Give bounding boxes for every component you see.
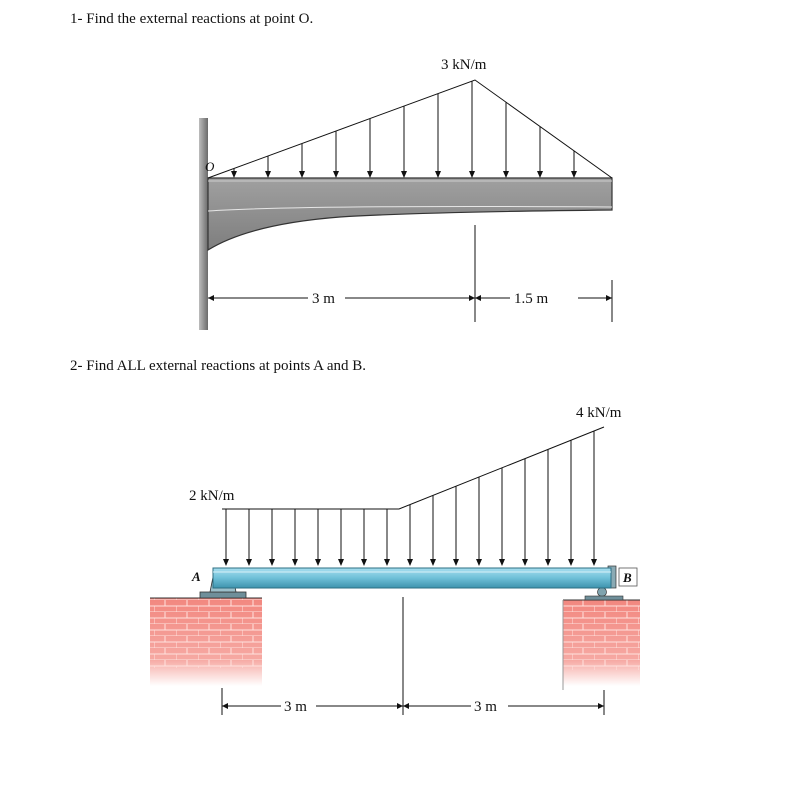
load-envelope-1: [208, 80, 612, 178]
point-b-label-box: [619, 568, 637, 586]
fixed-wall: [199, 118, 208, 330]
load-arrow-2-head: [269, 559, 275, 566]
simply-supported-diagram: [150, 405, 640, 715]
left-brick-support: [150, 598, 262, 686]
load-arrow-1-head: [231, 171, 237, 178]
load-arrow-2-head: [361, 559, 367, 566]
load-arrow-2-head: [407, 559, 413, 566]
load-label-2-left: 2 kN/m: [189, 488, 235, 504]
load-arrow-1-head: [537, 171, 543, 178]
load-arrow-1-head: [299, 171, 305, 178]
distributed-load-arrows-2: [223, 431, 597, 566]
load-arrow-2-head: [453, 559, 459, 566]
load-arrow-2-head: [522, 559, 528, 566]
load-arrow-1-head: [469, 171, 475, 178]
load-arrow-1-head: [503, 171, 509, 178]
load-label-2-right: 4 kN/m: [576, 405, 622, 421]
question-1: 1- Find the external reactions at point O.: [70, 11, 314, 27]
cantilever-diagram: [199, 57, 612, 330]
load-arrow-2-head: [568, 559, 574, 566]
right-brick-support: [563, 600, 640, 690]
load-arrow-2-head: [591, 559, 597, 566]
load-arrow-1-head: [265, 171, 271, 178]
load-arrow-1-head: [401, 171, 407, 178]
point-a-label: A: [192, 569, 201, 584]
load-arrow-1-head: [367, 171, 373, 178]
load-envelope-2: [222, 427, 604, 509]
dimension-label-3m-2a: 3 m: [284, 699, 307, 715]
load-arrow-1-head: [571, 171, 577, 178]
dimension-label-3m-2b: 3 m: [474, 699, 497, 715]
load-arrow-2-head: [430, 559, 436, 566]
load-arrow-2-head: [223, 559, 229, 566]
load-arrow-2-head: [246, 559, 252, 566]
load-arrow-1-head: [333, 171, 339, 178]
load-arrow-2-head: [315, 559, 321, 566]
point-o-label: O: [205, 159, 215, 174]
load-arrow-2-head: [499, 559, 505, 566]
dimension-label-1-5m: 1.5 m: [514, 291, 549, 307]
simply-supported-beam: [213, 568, 611, 588]
load-arrow-2-head: [292, 559, 298, 566]
dimension-label-3m-1: 3 m: [312, 291, 335, 307]
load-arrow-2-head: [384, 559, 390, 566]
cantilever-beam: [208, 178, 612, 250]
load-arrow-1-head: [435, 171, 441, 178]
load-arrow-2-head: [476, 559, 482, 566]
load-label-1: 3 kN/m: [441, 57, 487, 73]
load-arrow-2-head: [338, 559, 344, 566]
point-b-label: B: [623, 570, 632, 585]
distributed-load-arrows-1: [231, 81, 577, 178]
question-2: 2- Find ALL external reactions at points A and B.: [70, 358, 367, 374]
load-arrow-2-head: [545, 559, 551, 566]
